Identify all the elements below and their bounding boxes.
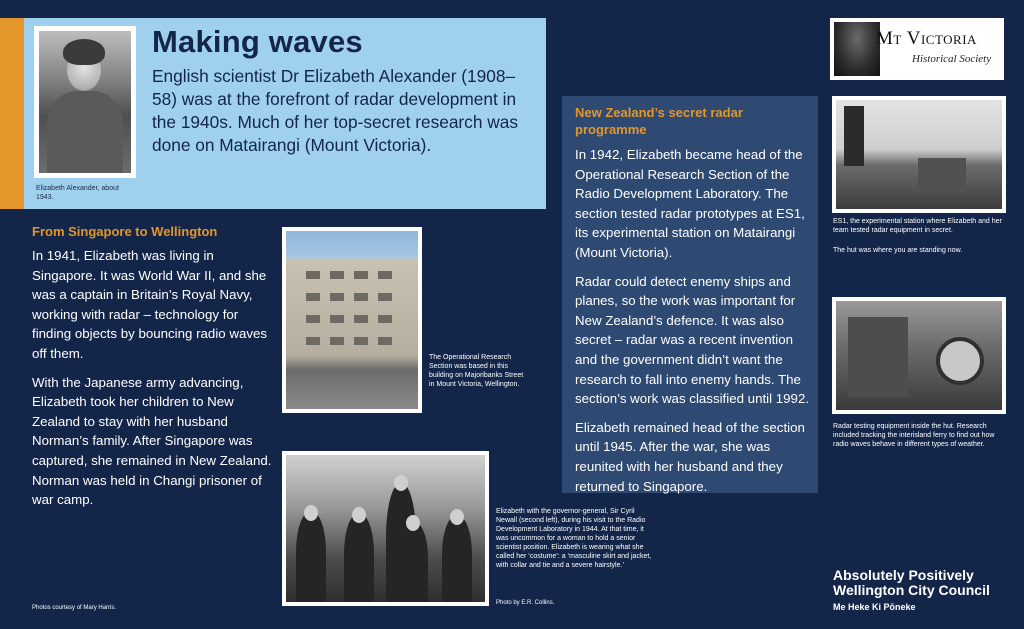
portrait-caption: Elizabeth Alexander, about 1943.	[36, 185, 119, 201]
council-logo-line2: Wellington City Council	[833, 582, 990, 598]
council-logo-line3: Me Heke Ki Pōneke	[833, 602, 916, 612]
statue-icon	[834, 22, 880, 76]
building-caption: The Operational Research Section was based in this building on Majoribanks Street in Mount Victoria, Wellington.	[429, 354, 524, 388]
radar-photo	[836, 301, 1002, 410]
left-section-heading: From Singapore to Wellington	[32, 224, 218, 239]
intro-text: English scientist Dr Elizabeth Alexander (1908–58) was at the forefront of radar development in the 1940s. Much of her top-secret research was done on Matairangi (Mount Victoria).	[152, 66, 518, 155]
left-paragraph: With the Japanese army advancing, Elizabeth took her children to New Zealand to stay with her husband Norman’s family. After Singapore was captured, she remained in New Zealand. Norman was held in Changi prisoner of war camp.	[32, 374, 272, 508]
accent-bar	[0, 18, 24, 209]
radar-caption: Radar testing equipment inside the hut. Research included tracking the interisland ferry to find out how radio waves behave in different types of weather.	[833, 423, 995, 448]
portrait-photo	[39, 31, 131, 173]
left-paragraph: In 1941, Elizabeth was living in Singapore. It was World War II, and she was a captain in Britain’s Royal Navy, working with radar – technology for finding objects by bouncing radio waves off them.	[32, 248, 268, 361]
middle-paragraph: Radar could detect enemy ships and planes, so the work was important for New Zealand’s defence. It was also secret – radar was a recent invention and the government didn’t want the research to fall into enemy hands. The section’s work was classified until 1992.	[575, 273, 810, 407]
logo-title: Mt Victoria	[876, 28, 977, 49]
middle-section-body	[575, 145, 811, 505]
logo-subtitle: Historical Society	[912, 53, 992, 65]
es1-caption: ES1, the experimental station where Elizabeth and her team tested radar equipment in secret.	[833, 218, 1002, 234]
group-caption: Elizabeth with the governor-general, Sir Cyril Newall (second left), during his visit to the Radio Development Laboratory in 1944. At that time, it was uncommon for a woman to hold a senior scientist position. Elizabeth is wearing what she called her ‘costume’: a ‘masculine skirt and jacket, with collar and tie and a severe hairstyle.’	[496, 508, 652, 569]
middle-section-heading: New Zealand’s secret radar programme	[575, 105, 743, 137]
group-photo	[286, 455, 485, 602]
building-photo	[286, 231, 418, 409]
group-photo-credit: Photo by E.R. Collins.	[496, 600, 555, 606]
council-logo-line1: Absolutely Positively	[833, 567, 974, 583]
middle-paragraph: Elizabeth remained head of the section until 1945. After the war, she was reunited with her husband and they returned to Singapore.	[575, 419, 805, 494]
es1-caption-note: The hut was where you are standing now.	[833, 247, 963, 254]
photo-credit: Photos courtesy of Mary Harris.	[32, 605, 117, 611]
es1-photo	[836, 100, 1002, 209]
left-section-body	[32, 246, 272, 519]
middle-paragraph: In 1942, Elizabeth became head of the Operational Research Section of the Radio Development Laboratory. The section tested radar prototypes at ES1, its experimental station on Matairangi (Mount Victoria).	[575, 147, 805, 260]
page-title: Making waves	[152, 24, 363, 59]
